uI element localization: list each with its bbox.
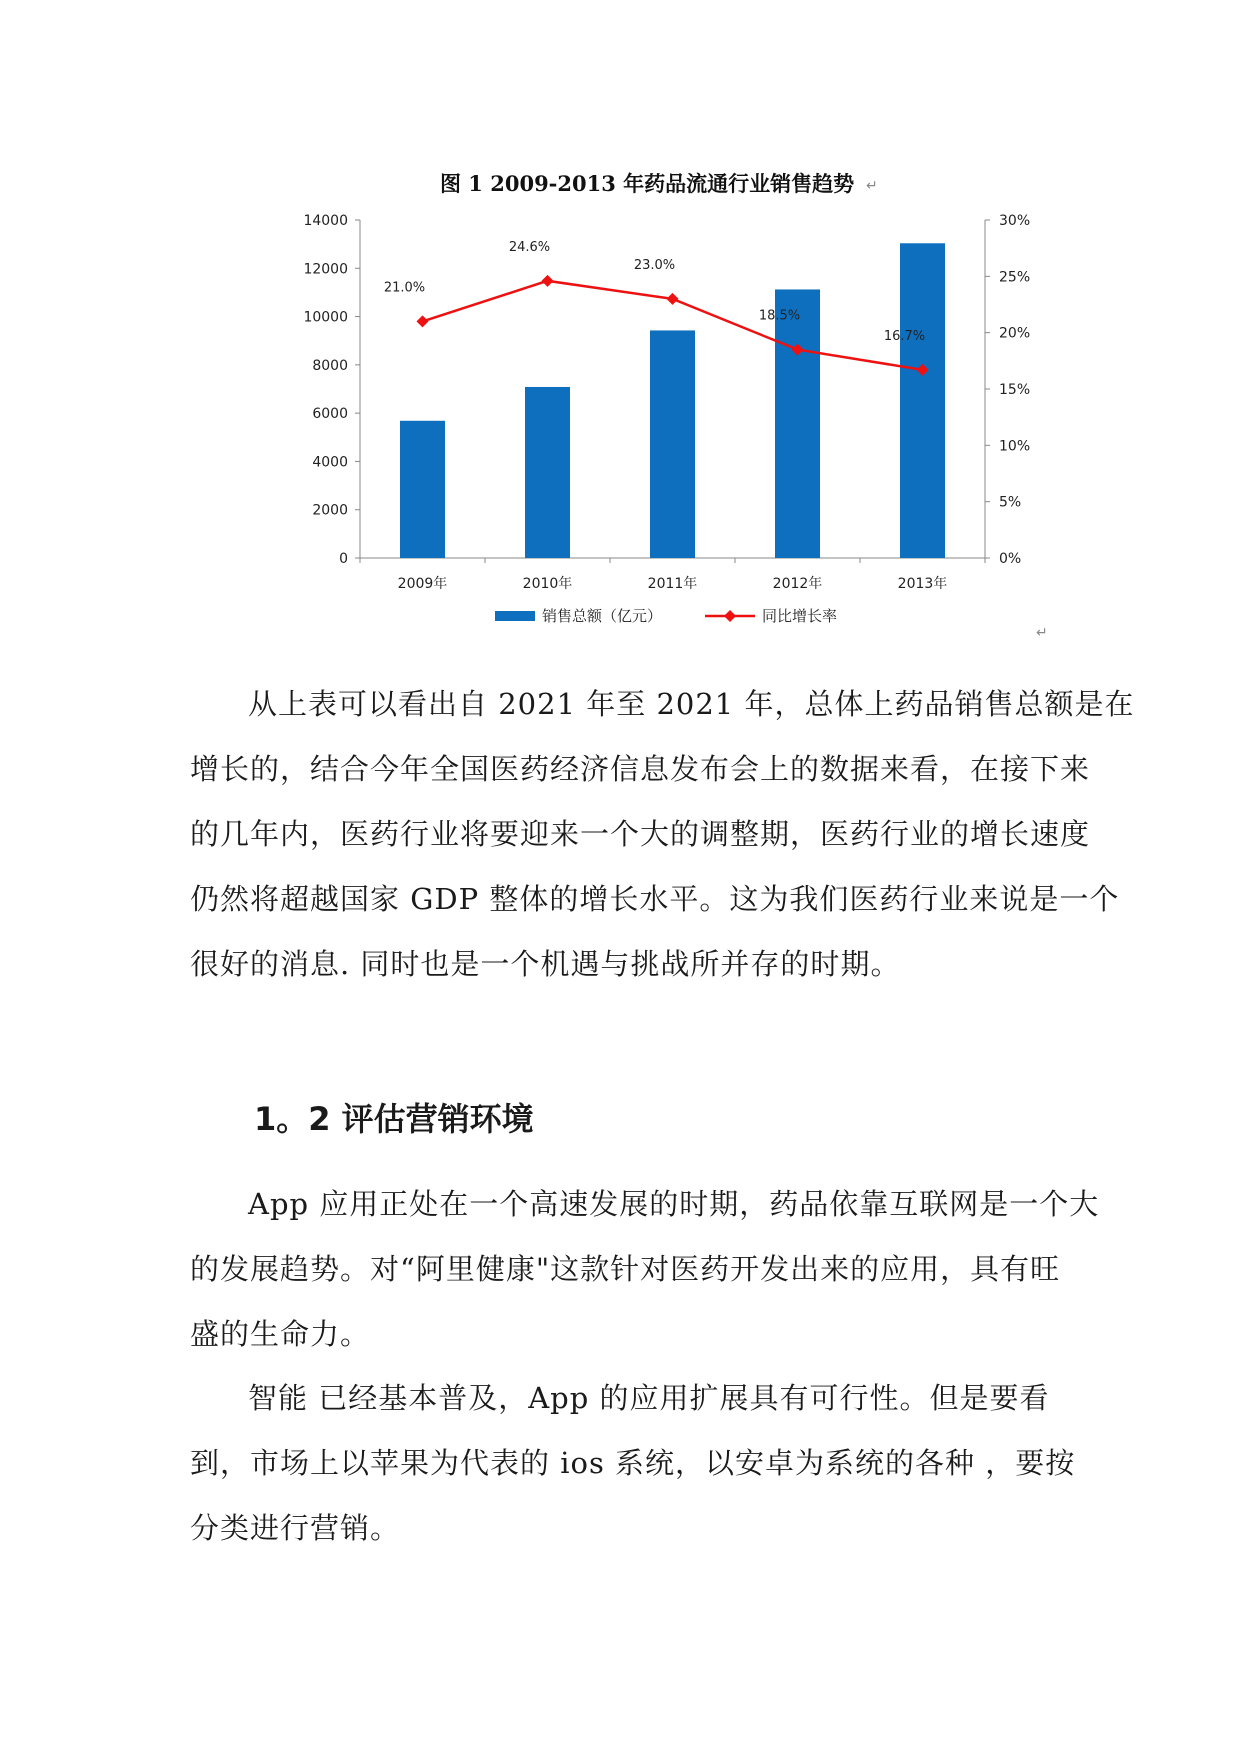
paragraph-line: 到，市场上以苹果为代表的 ios 系统，以安卓为系统的各种 ，要按 — [190, 1446, 1076, 1480]
left-axis-tick-label: 4000 — [312, 454, 348, 471]
paragraph-line: 从上表可以看出自 2021 年至 2021 年，总体上药品销售总额是在 — [248, 687, 1135, 721]
right-axis-tick-label: 15% — [999, 382, 1031, 398]
left-axis-tick-label: 10000 — [303, 309, 348, 326]
paragraph-line: 的几年内，医药行业将要迎来一个大的调整期，医药行业的增长速度 — [190, 817, 1091, 851]
right-axis-tick-label: 5% — [999, 494, 1022, 511]
paragraph-sales-analysis — [190, 672, 1135, 997]
return-mark: ↵ — [1036, 625, 1048, 641]
left-axis-tick-label: 12000 — [303, 261, 348, 278]
sales-bar — [400, 421, 445, 558]
paragraph-line: 增长的，结合今年全国医药经济信息发布会上的数据来看，在接下来 — [190, 752, 1091, 786]
x-axis-tick-label: 2010年 — [522, 576, 573, 592]
growth-rate-label: 21.0% — [383, 280, 426, 296]
x-axis-tick-label: 2011年 — [647, 576, 698, 592]
section-heading: 1。2 评估营销环境 — [254, 1100, 534, 1138]
paragraph-line: App 应用正处在一个高速发展的时期，药品依靠互联网是一个大 — [248, 1187, 1100, 1221]
paragraph-line: 仍然将超越国家 GDP 整体的增长水平。这为我们医药行业来说是一个 — [190, 882, 1120, 916]
legend-line-label: 同比增长率 — [762, 607, 838, 625]
sales-bar — [775, 289, 820, 558]
left-axis-tick-label: 14000 — [303, 213, 348, 229]
x-axis-tick-label: 2013年 — [897, 576, 948, 592]
return-mark: ↵ — [866, 178, 878, 194]
growth-rate-point — [542, 275, 554, 287]
right-axis-tick-label: 30% — [999, 213, 1031, 229]
paragraph-line: 智能 已经基本普及，App 的应用扩展具有可行性。但是要看 — [248, 1381, 1050, 1415]
growth-rate-label: 16.7% — [883, 328, 926, 344]
paragraph-line: 的发展趋势。对“阿里健康"这款针对医药开发出来的应用，具有旺 — [190, 1252, 1061, 1286]
left-axis-tick-label: 2000 — [312, 502, 348, 519]
legend-line-marker — [724, 610, 736, 622]
sales-trend-chart — [290, 200, 1070, 640]
growth-rate-point — [417, 315, 429, 327]
paragraph-line: 很好的消息. 同时也是一个机遇与挑战所并存的时期。 — [190, 947, 901, 981]
right-axis-tick-label: 20% — [999, 325, 1031, 342]
left-axis-tick-label: 6000 — [312, 406, 348, 423]
right-axis-tick-label: 0% — [999, 551, 1022, 567]
right-axis-tick-label: 10% — [999, 438, 1031, 455]
paragraph-line: 分类进行营销。 — [190, 1511, 401, 1545]
paragraph-line: 盛的生命力。 — [190, 1317, 371, 1351]
left-axis-tick-label: 8000 — [312, 357, 348, 374]
paragraph-smartphone — [190, 1366, 1076, 1561]
legend-bar-swatch — [495, 611, 535, 621]
sales-bar — [650, 330, 695, 558]
growth-rate-label: 18.5% — [758, 308, 801, 324]
x-axis-tick-label: 2012年 — [772, 576, 823, 592]
x-axis-tick-label: 2009年 — [397, 576, 448, 592]
sales-bar — [525, 387, 570, 558]
right-axis-tick-label: 25% — [999, 269, 1031, 286]
chart-title: 图 1 2009-2013 年药品流通行业销售趋势 — [440, 171, 855, 196]
legend-bar-label: 销售总额（亿元） — [542, 607, 663, 625]
growth-rate-label: 24.6% — [508, 239, 551, 255]
sales-bar — [900, 243, 945, 558]
left-axis-tick-label: 0 — [339, 551, 348, 567]
growth-rate-label: 23.0% — [633, 257, 676, 273]
growth-rate-point — [667, 293, 679, 305]
paragraph-app-trend — [190, 1172, 1100, 1367]
